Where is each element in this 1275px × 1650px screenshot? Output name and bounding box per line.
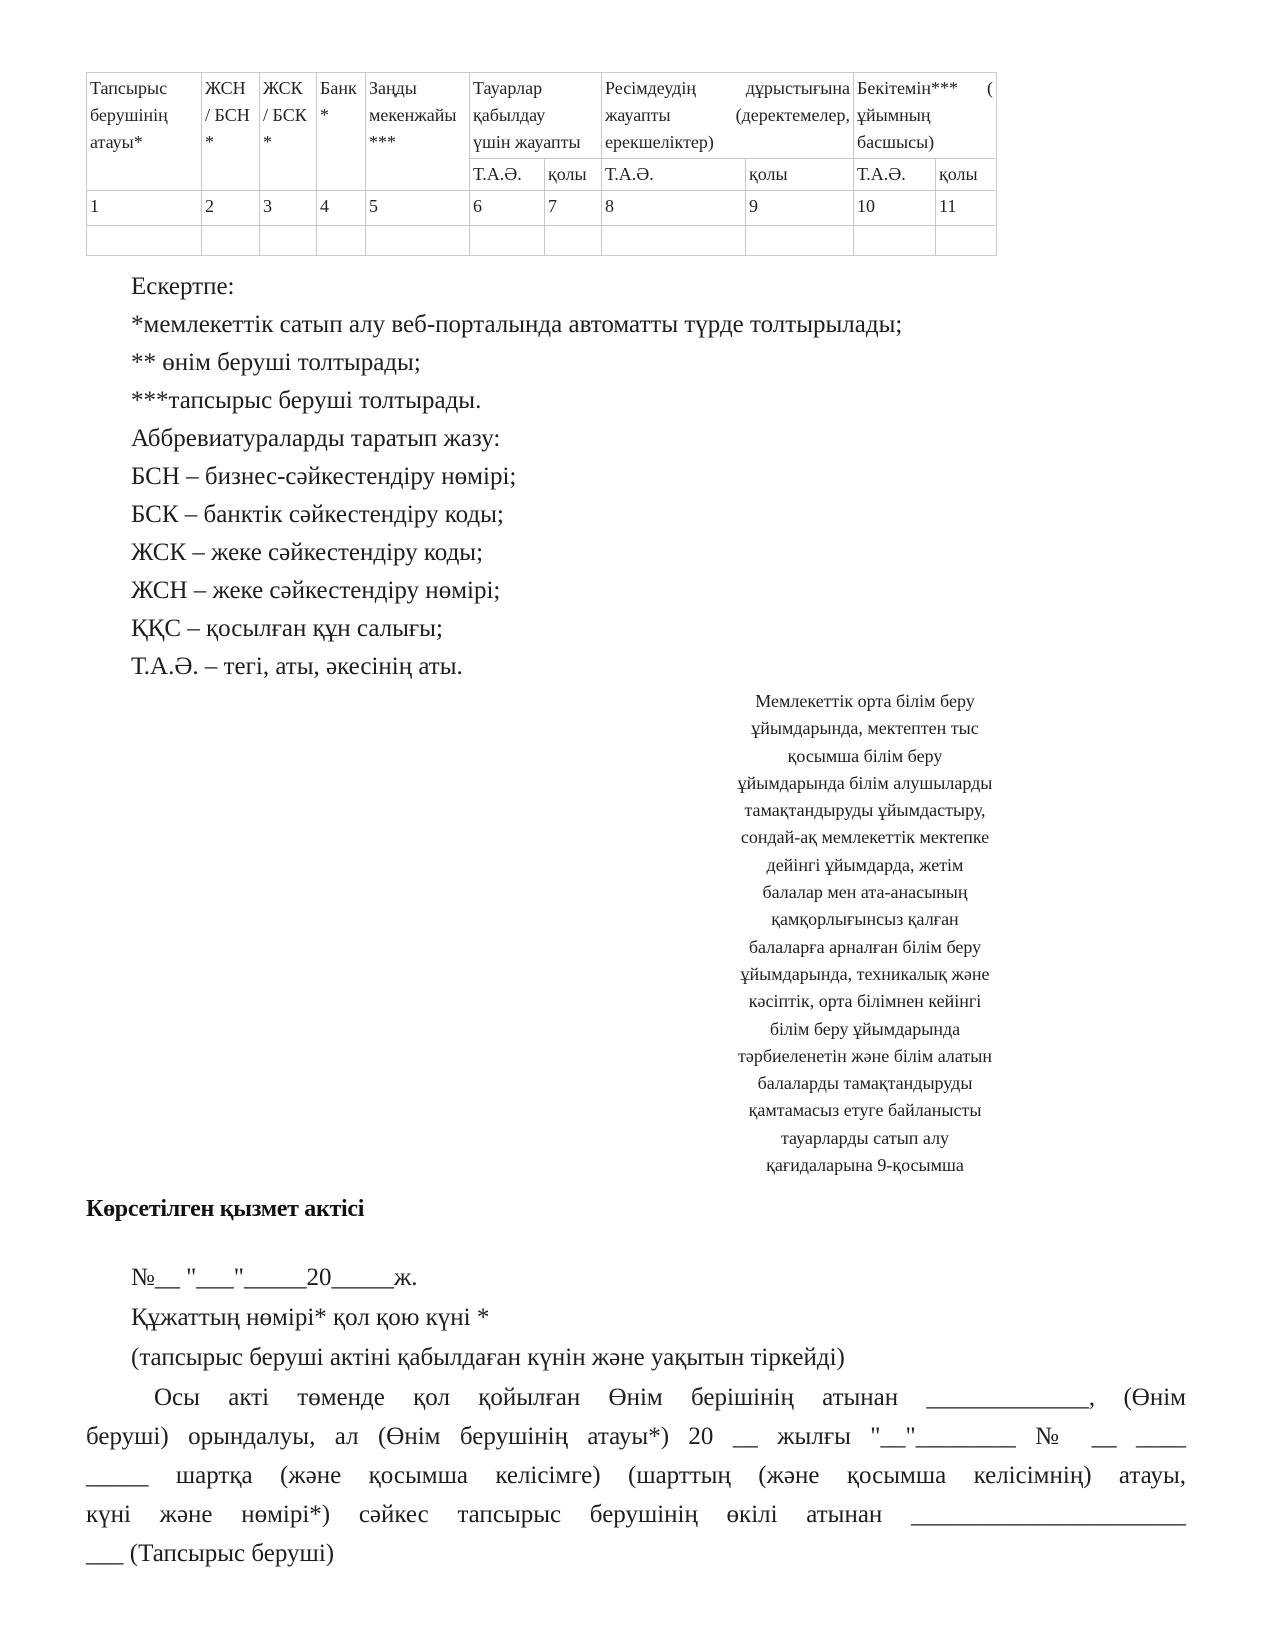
column-number: 7 [545, 191, 602, 226]
notes-heading: Ескертпе: [131, 273, 235, 300]
header-correctness: Ресімдеудің дұрыстығына жауапты (деректемелер, ерекшеліктер) [602, 73, 854, 159]
annex-line: тәрбиеленетін және білім алатын [737, 1045, 993, 1066]
paragraph-line: беруші) орындалуы, ал (Өнім берушінің атауы*) 20 __ жылғы "__"________ № __ ____ [86, 1423, 1186, 1450]
paragraph-line: _____ шартқа (және қосымша келісімге) (шарттың (және қосымша келісімнің) атауы, [86, 1462, 1186, 1489]
column-number: 11 [936, 191, 997, 226]
column-number: 9 [746, 191, 854, 226]
header-customer-name: Тапсырыс берушінің атауы* [87, 73, 202, 191]
paragraph-line: ___ (Тапсырыс беруші) [86, 1540, 335, 1567]
header-row [87, 73, 997, 159]
abbreviation-line: БСН – бизнес-сәйкестендіру нөмірі; [131, 463, 517, 490]
annex-line: ұйымдарында, мектептен тыс [751, 718, 979, 739]
subheader-fio: Т.А.Ә. [602, 159, 746, 191]
annex-line: тауарларды сатып алу [780, 1127, 950, 1148]
abbreviation-line: Т.А.Ә. – тегі, аты, әкесінің аты. [131, 653, 463, 680]
empty-cell [602, 226, 746, 256]
annex-line: қосымша білім беру [787, 745, 943, 766]
annex-reference [700, 688, 1030, 1179]
annex-line: балаларға арналған білім беру [748, 936, 982, 957]
annex-line: қамтамасыз етуге байланысты [748, 1100, 982, 1121]
subheader-sign: қолы [936, 159, 997, 191]
column-number: 2 [202, 191, 260, 226]
abbreviation-line: ҚҚС – қосылған құн салығы; [131, 615, 443, 642]
annex-line: кәсіптік, орта білімнен кейінгі [748, 991, 982, 1012]
column-number: 6 [470, 191, 545, 226]
act-document-line: Құжаттың нөмірі* қол қою күні * [131, 1304, 490, 1331]
empty-cell [260, 226, 317, 256]
empty-cell [202, 226, 260, 256]
header-approve: Бекітемін*** ( ұйымның басшысы) [854, 73, 997, 159]
note-line: ***тапсырыс беруші толтырады. [131, 387, 482, 414]
act-paragraph [86, 1378, 1186, 1573]
act-header-lines [131, 1258, 845, 1378]
column-number: 1 [87, 191, 202, 226]
subheader-fio: Т.А.Ә. [854, 159, 936, 191]
empty-data-row [87, 226, 997, 256]
annex-line: қамқорлығынсыз қалған [771, 909, 959, 930]
annex-line: білім беру ұйымдарында [769, 1018, 961, 1039]
notes-section [131, 268, 902, 686]
header-bank: Банк * [317, 73, 366, 191]
annex-line: ұйымдарында, техникалық және [740, 963, 990, 984]
act-number-line: №__ "___"_____20_____ж. [131, 1264, 418, 1291]
column-number: 10 [854, 191, 936, 226]
annex-line: қағидаларына 9-қосымша [766, 1155, 964, 1176]
column-number: 4 [317, 191, 366, 226]
empty-cell [746, 226, 854, 256]
column-number: 3 [260, 191, 317, 226]
subheader-fio: Т.А.Ә. [470, 159, 545, 191]
paragraph-line: күні және нөмірі*) сәйкес тапсырыс берушінің өкілі атынан ______________________ [86, 1501, 1186, 1528]
header-legal-address: Заңды мекенжайы *** [366, 73, 470, 191]
annex-line: балаларды тамақтандыруды [757, 1073, 973, 1094]
abbreviation-line: ЖСН – жеке сәйкестендіру нөмірі; [131, 577, 501, 604]
note-line: *мемлекеттік сатып алу веб-порталында автоматты түрде толтырылады; [131, 311, 903, 338]
abbreviation-line: ЖСК – жеке сәйкестендіру коды; [131, 539, 484, 566]
abbreviation-line: БСК – банктік сәйкестендіру коды; [131, 501, 504, 528]
empty-cell [545, 226, 602, 256]
header-iin-bin: ЖСН / БСН * [202, 73, 260, 191]
abbreviations-heading: Аббревиатураларды таратып жазу: [131, 425, 501, 452]
empty-cell [936, 226, 997, 256]
annex-line: ұйымдарында білім алушыларды [737, 772, 993, 793]
empty-cell [854, 226, 936, 256]
subheader-sign: қолы [746, 159, 854, 191]
paragraph-line: Осы акті төменде қол қойылған Өнім берішінің атынан _____________, (Өнім [154, 1384, 1186, 1411]
act-note-line: (тапсырыс беруші актіні қабылдаған күнін және уақытын тіркейді) [131, 1344, 845, 1371]
annex-line: сондай-ақ мемлекеттік мектепке [740, 827, 990, 848]
annex-line: дейінгі ұйымдарда, жетім [766, 854, 964, 875]
annex-line: тамақтандыруды ұйымдастыру, [744, 800, 986, 821]
annex-line: Мемлекеттік орта білім беру [755, 691, 975, 711]
header-iik-bik: ЖСК / БСК * [260, 73, 317, 191]
column-number: 5 [366, 191, 470, 226]
annex-line: балалар мен ата-анасының [762, 882, 968, 903]
empty-cell [317, 226, 366, 256]
customer-details-table [86, 72, 997, 256]
header-goods-acceptance: Тауарлар қабылдау үшін жауапты [470, 73, 602, 159]
subheader-sign: қолы [545, 159, 602, 191]
note-line: ** өнім беруші толтырады; [131, 349, 421, 376]
act-title: Көрсетілген қызмет актісі [86, 1196, 365, 1222]
empty-cell [366, 226, 470, 256]
column-number-row [87, 191, 997, 226]
empty-cell [470, 226, 545, 256]
column-number: 8 [602, 191, 746, 226]
empty-cell [87, 226, 202, 256]
